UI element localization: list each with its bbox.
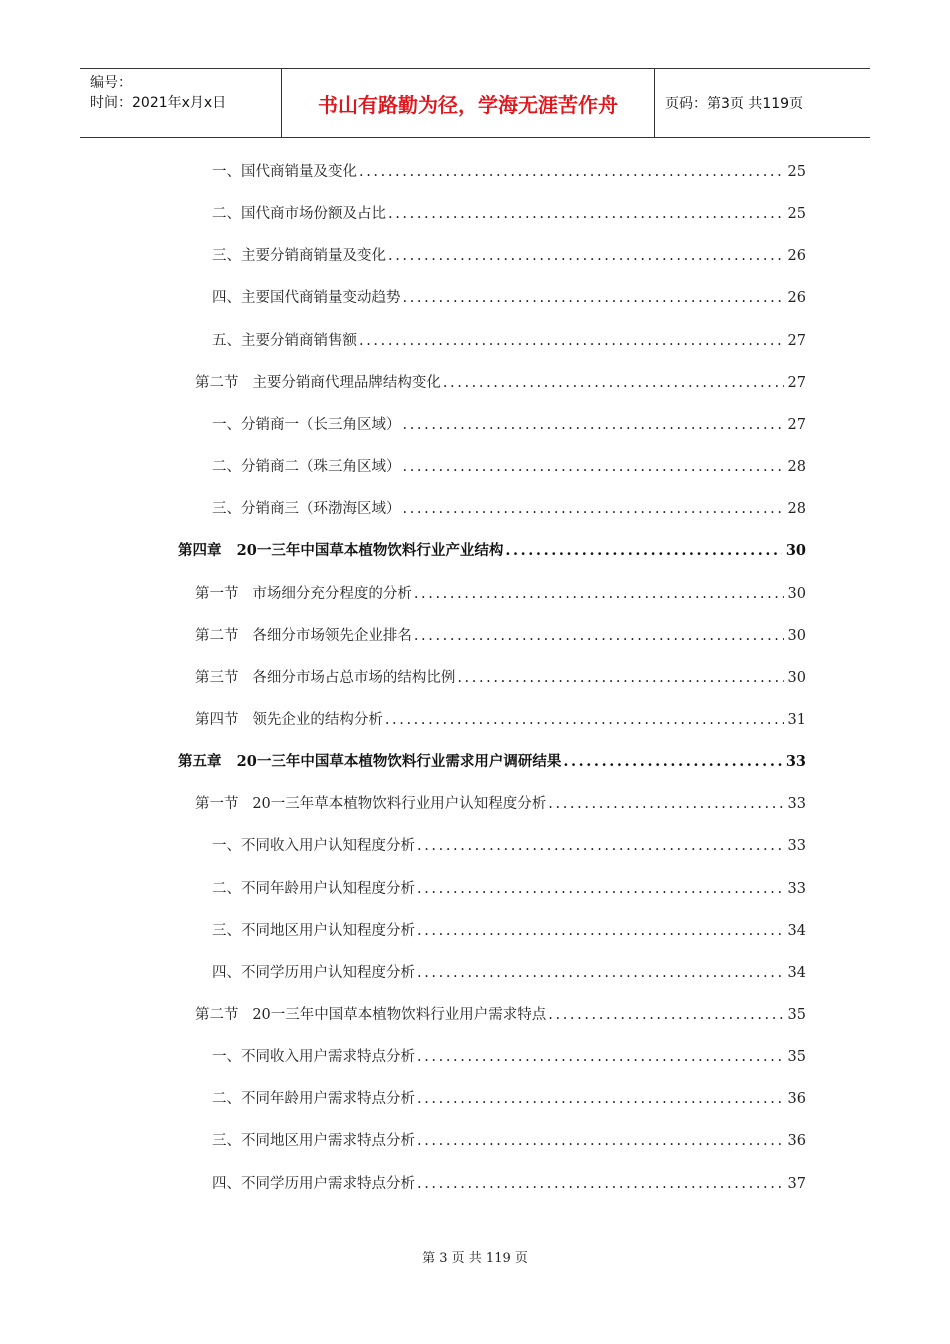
toc-dot-leader [385,709,784,731]
toc-entry[interactable] [212,287,806,309]
toc-dot-leader [359,330,784,352]
toc-entry-page: 25 [787,164,806,180]
toc-entry-title: 第四章 20一三年中国草本植物饮料行业产业结构 [178,542,504,559]
toc-entry-page: 27 [787,417,806,433]
toc-entry-title: 一、分销商一（长三角区域） [212,417,401,433]
toc-entry[interactable] [178,540,806,562]
toc-entry-page: 30 [787,670,806,686]
toc-dot-leader [417,835,784,857]
toc-entry-page: 27 [787,375,806,391]
toc-entry[interactable] [212,1088,806,1110]
toc-entry[interactable] [212,920,806,942]
page-footer: 第 3 页 共 119 页 [422,1251,528,1266]
toc-entry-page: 35 [787,1049,806,1065]
toc-entry-title: 第二节 主要分销商代理品牌结构变化 [195,375,441,391]
toc-entry-title: 一、国代商销量及变化 [212,164,357,180]
toc-entry-page: 31 [787,712,806,728]
toc-entry[interactable] [212,1046,806,1068]
toc-entry[interactable] [212,835,806,857]
toc-dot-leader [417,1046,784,1068]
toc-entry-page: 37 [787,1176,806,1192]
toc-entry-title: 五、主要分销商销售额 [212,333,357,349]
toc-entry[interactable] [195,793,806,815]
toc-entry-page: 35 [787,1007,806,1023]
toc-entry[interactable] [212,1173,806,1195]
toc-entry[interactable] [212,161,806,183]
header-divider [654,69,655,137]
toc-dot-leader [403,414,784,436]
header-meta [90,73,280,113]
toc-entry[interactable] [212,498,806,520]
toc-entry-title: 四、不同学历用户认知程度分析 [212,965,415,981]
toc-entry[interactable] [195,709,806,731]
toc-entry-page: 30 [785,542,806,559]
toc-dot-leader [403,287,784,309]
toc-entry-title: 二、不同年龄用户需求特点分析 [212,1091,415,1107]
toc-entry-title: 第三节 各细分市场占总市场的结构比例 [195,670,456,686]
toc-entry-page: 26 [787,248,806,264]
toc-dot-leader [548,793,783,815]
toc-entry-page: 26 [787,290,806,306]
toc-entry-page: 33 [785,753,806,770]
toc-dot-leader [359,161,784,183]
toc-entry-page: 25 [787,206,806,222]
toc-dot-leader [417,1088,784,1110]
toc-entry-title: 四、主要国代商销量变动趋势 [212,290,401,306]
toc-entry-page: 34 [787,923,806,939]
toc-entry[interactable] [195,583,806,605]
toc-entry-title: 二、分销商二（珠三角区域） [212,459,401,475]
toc-entry-page: 33 [787,881,806,897]
toc-dot-leader [417,962,784,984]
header-page-info: 页码：第3页 共119页 [665,96,804,112]
toc-dot-leader [417,1130,784,1152]
toc-entry-title: 一、不同收入用户认知程度分析 [212,838,415,854]
toc-entry-page: 30 [787,628,806,644]
toc-entry-title: 第一节 市场细分充分程度的分析 [195,586,412,602]
toc-entry-page: 34 [787,965,806,981]
toc-entry[interactable] [195,625,806,647]
toc-entry[interactable] [195,372,806,394]
toc-entry[interactable] [195,667,806,689]
toc-dot-leader [403,456,784,478]
toc-entry-title: 一、不同收入用户需求特点分析 [212,1049,415,1065]
toc-dot-leader [417,878,784,900]
toc-dot-leader [388,203,784,225]
toc-entry-page: 33 [787,796,806,812]
toc-entry[interactable] [212,245,806,267]
toc-entry-title: 二、国代商市场份额及占比 [212,206,386,222]
toc-entry[interactable] [212,414,806,436]
toc-dot-leader [443,372,784,394]
toc-entry-title: 第二节 各细分市场领先企业排名 [195,628,412,644]
toc-dot-leader [414,583,784,605]
toc-entry-title: 第四节 领先企业的结构分析 [195,712,383,728]
toc-entry-page: 33 [787,838,806,854]
toc-entry-page: 36 [787,1133,806,1149]
toc-entry[interactable] [212,962,806,984]
toc-dot-leader [457,667,783,689]
toc-entry[interactable] [178,751,806,773]
document-time-label: 时间：2021年x月x日 [90,95,227,111]
toc-dot-leader [417,920,784,942]
toc-entry-page: 28 [787,459,806,475]
toc-entry-title: 三、分销商三（环渤海区域） [212,501,401,517]
toc-entry-title: 第五章 20一三年中国草本植物饮料行业需求用户调研结果 [178,753,562,770]
toc-dot-leader [563,751,781,773]
toc-dot-leader [417,1173,784,1195]
toc-entry[interactable] [212,203,806,225]
toc-entry-title: 三、主要分销商销量及变化 [212,248,386,264]
header-motto: 书山有路勤为径，学海无涯苦作舟 [318,92,618,117]
page-header [80,68,870,138]
toc-entry-page: 36 [787,1091,806,1107]
toc-entry-title: 第一节 20一三年草本植物饮料行业用户认知程度分析 [195,796,547,812]
toc-dot-leader [505,540,781,562]
toc-entry[interactable] [212,330,806,352]
document-number-label: 编号： [90,75,132,91]
toc-entry-page: 30 [787,586,806,602]
toc-dot-leader [403,498,784,520]
toc-entry-title: 三、不同地区用户认知程度分析 [212,923,415,939]
toc-dot-leader [414,625,784,647]
toc-entry-title: 二、不同年龄用户认知程度分析 [212,881,415,897]
toc-entry[interactable] [195,1004,806,1026]
toc-entry-page: 28 [787,501,806,517]
toc-entry-title: 三、不同地区用户需求特点分析 [212,1133,415,1149]
toc-dot-leader [388,245,784,267]
toc-entry-page: 27 [787,333,806,349]
toc-entry[interactable] [212,456,806,478]
toc-entry[interactable] [212,878,806,900]
toc-entry-title: 第二节 20一三年中国草本植物饮料行业用户需求特点 [195,1007,547,1023]
toc-entry-title: 四、不同学历用户需求特点分析 [212,1176,415,1192]
toc-dot-leader [548,1004,783,1026]
toc-entry[interactable] [212,1130,806,1152]
